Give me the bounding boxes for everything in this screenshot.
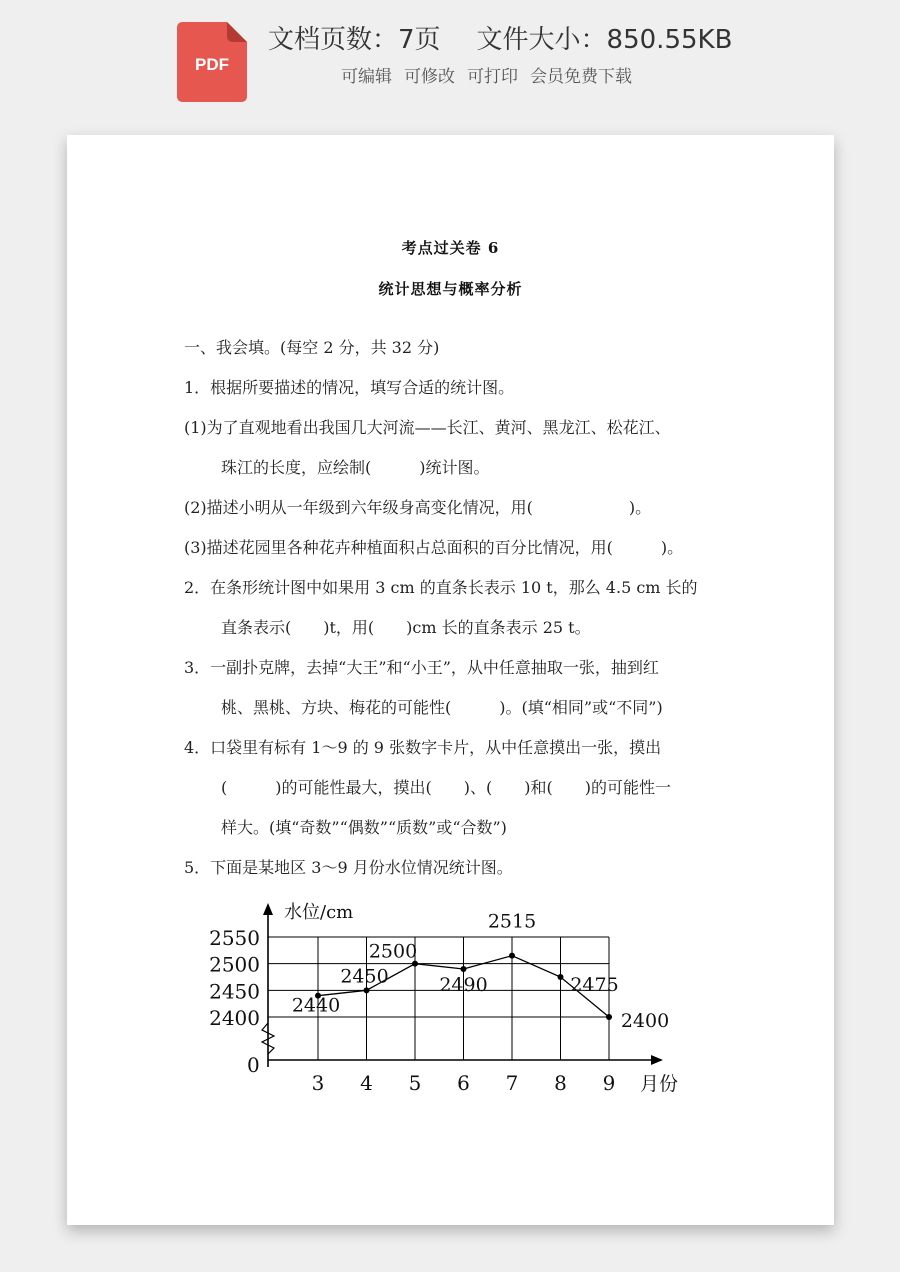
x-tick-label: 9 xyxy=(602,1071,616,1095)
question-5: 5．下面是某地区 3～9 月份水位情况统计图。 xyxy=(184,858,513,877)
y-axis-label: 水位/cm xyxy=(284,902,354,923)
data-label: 2450 xyxy=(340,965,389,988)
x-tick-label: 7 xyxy=(505,1071,519,1095)
y-tick-label: 2500 xyxy=(209,952,260,977)
x-tick-label: 6 xyxy=(457,1071,470,1095)
page-count: 文档页数：7页 xyxy=(268,25,441,55)
feature-member-download: 会员免费下载 xyxy=(530,67,632,87)
y-tick-label: 2550 xyxy=(209,926,260,950)
feature-modifiable: 可修改 xyxy=(404,67,455,87)
question-1-1: (1)为了直观地看出我国几大河流——长江、黄河、黑龙江、松花江、 xyxy=(184,418,671,437)
water-level-line-chart xyxy=(190,895,700,1105)
feature-editable: 可编辑 xyxy=(341,67,392,87)
data-label: 2500 xyxy=(368,940,418,963)
pdf-file-icon xyxy=(177,22,247,102)
data-label: 2475 xyxy=(570,974,619,996)
download-header xyxy=(0,0,900,120)
section-heading: 一、我会填。(每空 2 分，共 32 分) xyxy=(184,338,440,357)
question-4-cont2: 样大。(填“奇数”“偶数”“质数”或“合数”) xyxy=(221,818,507,837)
feature-printable: 可打印 xyxy=(467,67,518,87)
question-4-cont: ( )的可能性最大，摸出( )、( )和( )的可能性一 xyxy=(221,778,671,797)
document-title: 考点过关卷 6 xyxy=(401,239,500,257)
y-tick-label: 2400 xyxy=(209,1006,260,1030)
data-point xyxy=(606,1014,612,1020)
x-axis-label: 月份 xyxy=(640,1073,679,1095)
y-tick-label: 2450 xyxy=(209,979,260,1004)
document-subtitle: 统计思想与概率分析 xyxy=(378,280,523,298)
data-point xyxy=(461,966,467,972)
data-label: 2515 xyxy=(487,910,537,933)
question-1-2: (2)描述小明从一年级到六年级身高变化情况，用( )。 xyxy=(184,498,652,517)
x-axis-arrow xyxy=(651,1055,663,1065)
question-1: 1．根据所要描述的情况，填写合适的统计图。 xyxy=(184,378,515,397)
data-point xyxy=(558,974,564,980)
data-point xyxy=(509,953,515,959)
file-info xyxy=(268,22,732,58)
x-tick-label: 4 xyxy=(360,1071,373,1095)
data-point xyxy=(364,987,370,993)
y-axis-arrow xyxy=(263,903,273,915)
data-label: 2400 xyxy=(620,1010,670,1032)
feature-list xyxy=(341,64,632,90)
question-4: 4．口袋里有标有 1～9 的 9 张数字卡片，从中任意摸出一张，摸出 xyxy=(184,738,662,757)
origin-label: 0 xyxy=(247,1053,260,1077)
file-size: 文件大小：850.55KB xyxy=(476,25,733,55)
pdf-label: PDF xyxy=(195,55,229,74)
x-tick-label: 8 xyxy=(554,1071,567,1095)
question-1-1-cont: 珠江的长度，应绘制( )统计图。 xyxy=(221,458,490,477)
x-tick-label: 5 xyxy=(408,1071,422,1095)
data-label: 2490 xyxy=(439,974,488,996)
question-1-3: (3)描述花园里各种花卉种植面积占总面积的百分比情况，用( )。 xyxy=(184,538,684,557)
question-2: 2．在条形统计图中如果用 3 cm 的直条长表示 10 t，那么 4.5 cm 长的 xyxy=(184,578,698,597)
chart-data-labels xyxy=(292,911,669,1032)
question-3-cont: 桃、黑桃、方块、梅花的可能性( )。(填“相同”或“不同”) xyxy=(221,698,663,717)
question-3: 3．一副扑克牌，去掉“大王”和“小王”，从中任意抽取一张，抽到红 xyxy=(184,658,659,677)
question-2-cont: 直条表示( )t，用( )cm 长的直条表示 25 t。 xyxy=(221,618,591,637)
data-label: 2440 xyxy=(291,994,341,1017)
x-tick-label: 3 xyxy=(311,1071,325,1095)
